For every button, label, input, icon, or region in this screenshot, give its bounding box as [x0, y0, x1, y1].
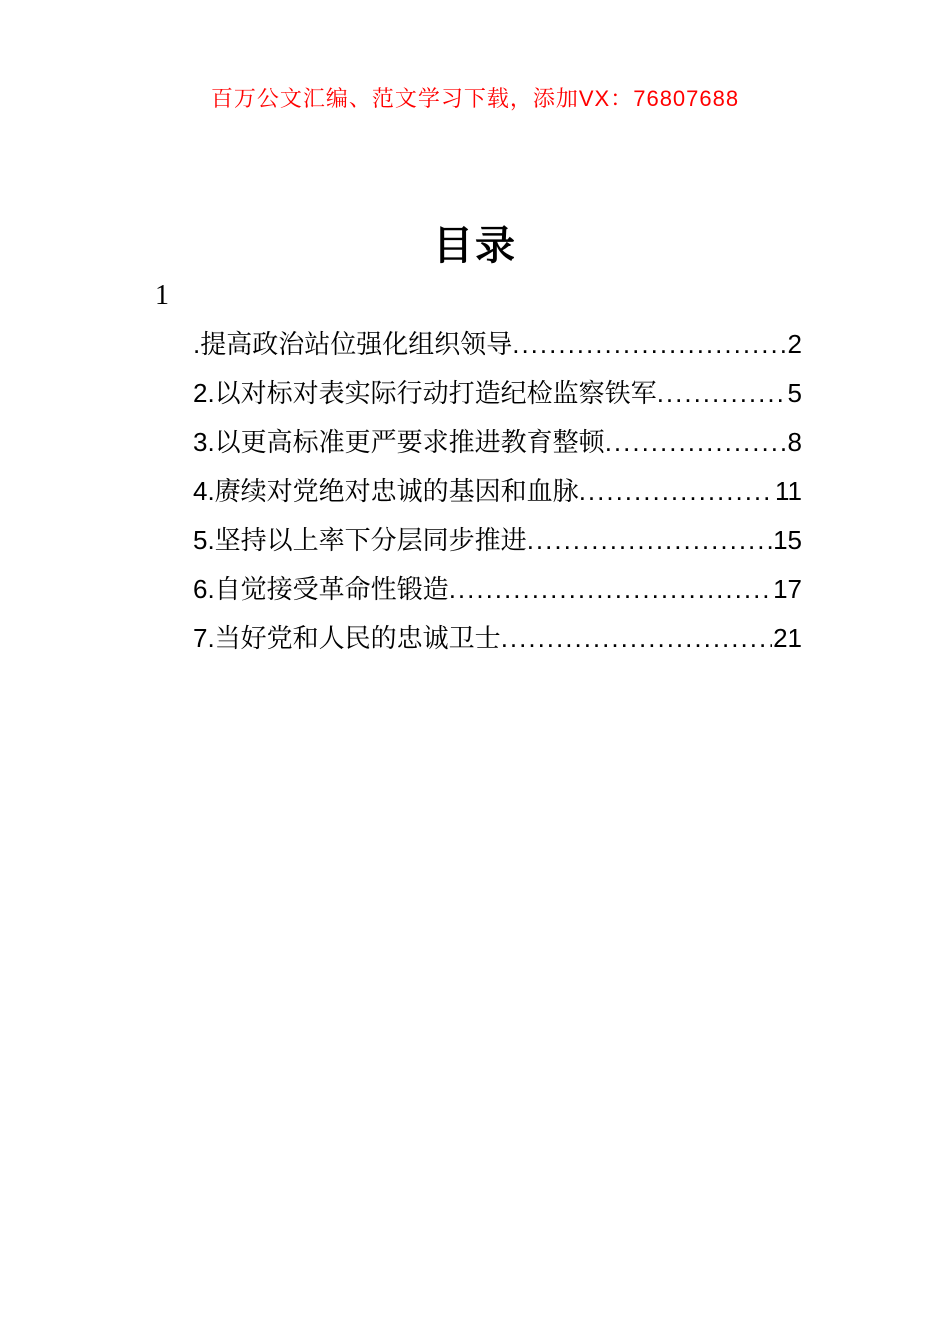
header-watermark-note: 百万公文汇编、范文学习下载，添加VX：76807688 [210, 86, 740, 111]
toc-entry-label: .提高政治站位强化组织领导 [193, 329, 513, 359]
toc-entry-label: 2.以对标对表实际行动打造纪检监察铁军 [193, 378, 657, 408]
toc-page-number: 21 [773, 623, 802, 653]
table-of-contents [155, 272, 802, 663]
toc-page-number: 15 [773, 525, 802, 555]
toc-entry-label: 7.当好党和人民的忠诚卫士 [193, 623, 501, 653]
toc-leader-dots [449, 565, 772, 614]
toc-entry-label: 4.赓续对党绝对忠诚的基因和血脉 [193, 476, 579, 506]
toc-entry-label: 3.以更高标准更严要求推进教育整顿 [193, 427, 605, 457]
toc-entry[interactable] [193, 614, 802, 663]
toc-page-number: 11 [775, 476, 802, 506]
toc-entry[interactable] [193, 565, 802, 614]
toc-leader-dots [579, 467, 774, 516]
page-title: 目录 [433, 224, 517, 268]
toc-entry-label: 6.自觉接受革命性锻造 [193, 574, 449, 604]
toc-leader-dots [501, 614, 772, 663]
toc-page-number: 5 [787, 378, 802, 408]
toc-leader-dots [527, 516, 772, 565]
toc-list [193, 320, 802, 663]
toc-leader-dots [605, 418, 787, 467]
toc-leader-dots [657, 369, 787, 418]
toc-entry[interactable] [193, 369, 802, 418]
toc-orphan-entry-number: 1 [155, 280, 169, 311]
toc-entry[interactable] [193, 516, 802, 565]
toc-leader-dots [512, 320, 786, 369]
toc-entry[interactable] [193, 467, 802, 516]
toc-entry[interactable] [193, 418, 802, 467]
toc-entry[interactable] [193, 320, 802, 369]
toc-page-number: 2 [787, 329, 802, 359]
toc-page-number: 8 [787, 427, 802, 457]
toc-page-number: 17 [773, 574, 802, 604]
toc-entry-label: 5.坚持以上率下分层同步推进 [193, 525, 527, 555]
